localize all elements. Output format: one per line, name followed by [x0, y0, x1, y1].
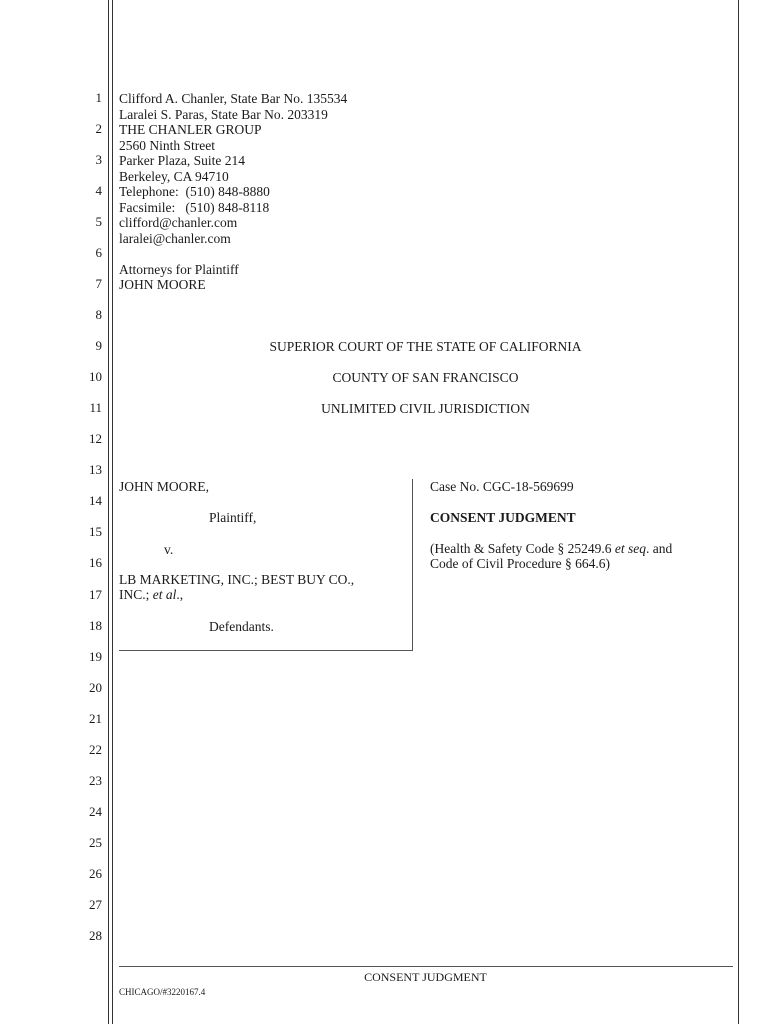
line-number: 1 — [95, 90, 102, 105]
line-number: 28 — [89, 928, 102, 943]
court-name: SUPERIOR COURT OF THE STATE OF CALIFORNIA — [269, 339, 582, 354]
defendants-name-line1: LB MARKETING, INC.; BEST BUY CO., — [119, 572, 355, 587]
defendants-suffix: ., — [176, 587, 184, 602]
footer-rule — [119, 966, 733, 967]
caption-divider-vertical — [412, 479, 413, 650]
case-number: Case No. CGC-18-569699 — [430, 479, 574, 494]
attorney-line: THE CHANLER GROUP — [119, 122, 262, 137]
line-number: 19 — [89, 649, 102, 664]
attorney-block — [119, 91, 347, 246]
line-number: 24 — [89, 804, 102, 819]
attorney-role: Attorneys for Plaintiff — [119, 262, 239, 277]
line-number: 21 — [89, 711, 102, 726]
right-margin-rule — [738, 0, 739, 1024]
attorney-client: JOHN MOORE — [119, 277, 206, 292]
line-number: 6 — [95, 245, 102, 260]
line-number: 12 — [89, 431, 102, 446]
line-number: 3 — [95, 152, 102, 167]
statute-line1 — [430, 541, 672, 557]
versus: v. — [164, 542, 174, 557]
attorney-line: Telephone: (510) 848-8880 — [119, 184, 270, 199]
defendants-name-line2 — [119, 587, 183, 603]
line-number: 17 — [89, 587, 102, 602]
line-number: 9 — [95, 338, 102, 353]
statute-line2: Code of Civil Procedure § 664.6) — [430, 556, 610, 571]
attorney-line: Clifford A. Chanler, State Bar No. 135534 — [119, 91, 348, 106]
line-number: 20 — [89, 680, 102, 695]
plaintiff-role: Plaintiff, — [209, 510, 257, 525]
line-number: 14 — [89, 493, 102, 508]
line-number: 4 — [95, 183, 102, 198]
line-number: 13 — [89, 462, 102, 477]
line-number: 7 — [95, 276, 102, 291]
line-number: 25 — [89, 835, 102, 850]
footer-doc-id: CHICAGO/#3220167.4 — [119, 987, 206, 997]
line-number: 8 — [95, 307, 102, 322]
attorney-email: laralei@chanler.com — [119, 230, 231, 246]
attorney-email: clifford@chanler.com — [119, 215, 238, 230]
case-title: CONSENT JUDGMENT — [430, 510, 576, 525]
statute-suffix: . and — [645, 541, 673, 556]
statute-prefix: (Health & Safety Code § 25249.6 — [430, 541, 615, 556]
court-jurisdiction: UNLIMITED CIVIL JURISDICTION — [321, 401, 530, 416]
statute-et-seq: et seq — [614, 541, 646, 556]
defendants-role: Defendants. — [209, 619, 274, 634]
line-number: 23 — [89, 773, 102, 788]
caption-divider-horizontal — [119, 650, 413, 651]
line-number: 27 — [89, 897, 102, 912]
left-margin-rule-inner — [112, 0, 113, 1024]
footer-title: CONSENT JUDGMENT — [364, 970, 487, 984]
plaintiff-name: JOHN MOORE, — [119, 479, 210, 494]
line-number: 15 — [89, 524, 102, 539]
defendants-et-al: et al — [152, 587, 177, 602]
defendants-prefix: INC.; — [119, 587, 153, 602]
line-number: 22 — [89, 742, 102, 757]
attorney-line: 2560 Ninth Street — [119, 137, 215, 153]
attorney-line: Laralei S. Paras, State Bar No. 203319 — [119, 106, 328, 122]
left-margin-rule-outer — [108, 0, 109, 1024]
line-number: 16 — [89, 555, 102, 570]
line-number: 26 — [89, 866, 102, 881]
attorney-line: Berkeley, CA 94710 — [119, 168, 229, 184]
attorney-line: Facsimile: (510) 848-8118 — [119, 199, 270, 215]
line-number: 5 — [95, 214, 102, 229]
line-number: 18 — [89, 618, 102, 633]
attorney-line: Parker Plaza, Suite 214 — [119, 153, 245, 168]
line-number: 2 — [95, 121, 102, 136]
court-county: COUNTY OF SAN FRANCISCO — [332, 370, 519, 385]
line-number: 10 — [89, 369, 102, 384]
line-number: 11 — [89, 400, 102, 415]
